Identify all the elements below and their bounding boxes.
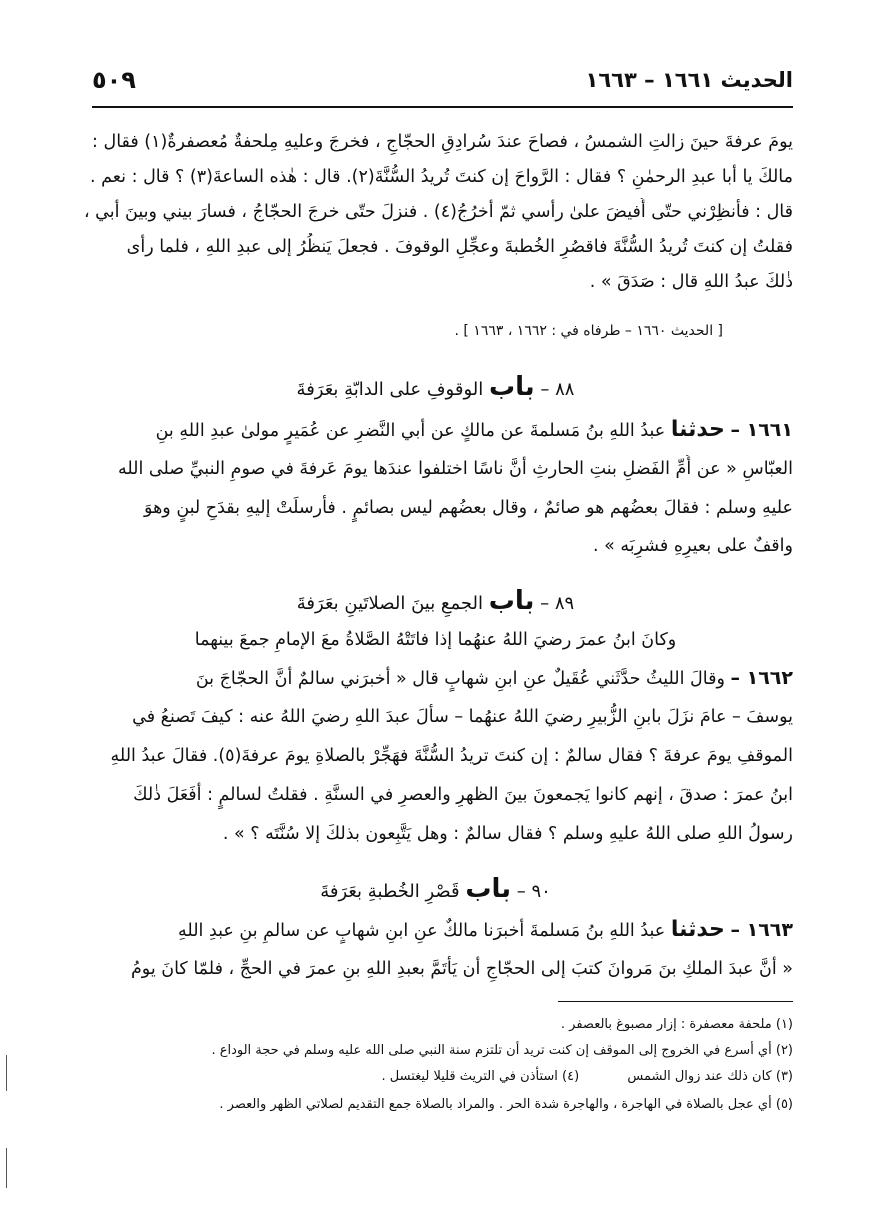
hadith-text: عبدُ اللهِ بنُ مَسلمةَ أخبرَنا مالكٌ عنِ ابنِ شهابٍ عن سالمِ بنِ عبدِ اللهِ [178, 921, 666, 941]
hadith-number: ١٦٦٣ – [730, 919, 793, 941]
scan-margin-mark [6, 1055, 7, 1091]
chapter-number: ٨٩ – [540, 593, 575, 614]
chapter-title: الوقوفِ على الدابّةِ بعَرَفةَ [296, 379, 484, 400]
bab-word: باب [488, 372, 535, 402]
footnote: (٤) استأذن في التريث قليلا ليغتسل . [381, 1069, 580, 1084]
bab-word: باب [465, 874, 511, 904]
footnote: (١) ملحفة معصفرة : إزار مصبوغ بالعصفر . [560, 1017, 793, 1032]
hadith-number: ١٦٦١ – [730, 419, 793, 441]
page-number: ٥٠٩ [92, 66, 136, 94]
text-line: ذٰلكَ عبدُ اللهِ قال : صَدَقَ » . [589, 272, 793, 292]
text-line [78, 664, 793, 694]
chapter-number: ٩٠ – [516, 881, 551, 902]
running-title: الحديث ١٦٦١ – ١٦٦٣ [585, 68, 793, 92]
footnote-rule [558, 1001, 793, 1002]
chapter-heading [78, 584, 793, 618]
text-line: قال : فأَنظِرْني حتّى أُفيضَ علىٰ رأسي ثمّ أخرُجُ(٤) . فنزلَ حتّى خرجَ الحجّاجُ ، فسارَ بيني وبينَ أبي ، [83, 202, 793, 222]
text-line: يوسفَ – عامَ نزَلَ بابنِ الزُّبيرِ رضيَ اللهُ عنهُما – سألَ عبدَ اللهِ رضيَ اللهُ عنه : كيفَ تَصنعُ في [132, 707, 793, 727]
text-line: واقفٌ على بعيرِهِ فشرِبَه » . [592, 536, 793, 556]
text-line [78, 416, 793, 446]
footnote: (٥) أي عجل بالصلاة في الهاجرة ، والهاجرة شدة الحر . والمراد بالصلاة جمع التقديم لصلاتي الظهر والعصر . [219, 1097, 793, 1112]
page-header [92, 62, 793, 108]
text-line: ابنُ عمرَ : صدقَ ، إنهم كانوا يَجمعونَ بينَ الظهرِ والعصرِ في السنَّةِ . فقلتُ لسالمٍ : أفَعَلَ ذٰلكَ [133, 785, 793, 805]
hadith-text: وقالَ الليثُ حدَّثَني عُقَيلٌ عنِ ابنِ شهابٍ قال « أخبرَني سالمٌ أنَّ الحجّاجَ بنَ [195, 669, 725, 689]
text-line: مالكَ يا أبا عبدِ الرحمٰنِ ؟ فقال : الرَّواحَ إن كنتَ تُريدُ السُّنَّةَ(٢). قال : هٰذه الساعةَ(٣) ؟ قال : نعم . [89, 167, 793, 187]
chapter-number: ٨٨ – [540, 379, 575, 400]
footnote: (٣) كان ذلك عند زوال الشمس [627, 1069, 793, 1084]
chapter-title: الجمعِ بينَ الصلاتَينِ بعَرَفةَ [296, 593, 484, 614]
text-line: عليهِ وسلم : فقالَ بعضُهم هو صائمٌ ، وقال بعضُهم ليس بصائمٍ . فأرسلَتْ إليهِ بقدَحِ لبنٍ وهوَ [144, 498, 793, 518]
text-line: العبّاسِ « عن أُمِّ الفَضلِ بنتِ الحارثِ أنَّ ناسًا اختلفوا عندَها يومَ عَرفةَ في صومِ النبيِّ صلى الله [117, 459, 793, 479]
chapter-tarjama: وكانَ ابنُ عمرَ رضيَ اللهُ عنهُما إذا فاتَتْهُ الصَّلاةُ معَ الإمامِ جمعَ بينهما [194, 630, 677, 650]
chapter-heading [78, 370, 793, 404]
bab-word: باب [488, 586, 535, 616]
haddatha-word: حدثنا [670, 917, 725, 942]
footnote-row [80, 1066, 793, 1090]
text-line [78, 916, 793, 946]
hadith-reference: [ الحديث ١٦٦٠ – طرفاه في : ١٦٦٢ ، ١٦٦٣ ] . [454, 323, 723, 339]
footnote: (٢) أي أسرع في الخروج إلى الموقف إن كنت تريد أن تلتزم سنة النبي صلى الله عليه وسلم في حجة الوداع . [211, 1043, 793, 1058]
hadith-text: عبدُ اللهِ بنُ مَسلمةَ عن مالكٍ عن أبي النَّضرِ عن عُمَيرٍ مولىٰ عبدِ اللهِ بنِ [155, 421, 666, 441]
scan-margin-mark [6, 1148, 7, 1188]
hadith-number: ١٦٦٢ – [730, 667, 793, 689]
text-line: « أنَّ عبدَ الملكِ بنَ مَروانَ كتبَ إلى الحجّاجِ أن يَأْتَمَّ بعبدِ اللهِ بنِ عمرَ في الحجِّ ، فلمّا كانَ يومُ [130, 959, 793, 979]
haddatha-word: حدثنا [670, 417, 725, 442]
text-line: فقلتُ إن كنتَ تُريدُ السُّنَّةَ فاقصُرِ الخُطبةَ وعجِّلِ الوقوفَ . فجعلَ يَنظُرُ إلى عبدِ اللهِ ، فلما رأى [126, 237, 793, 257]
chapter-heading [78, 872, 793, 906]
chapter-title: قَصْرِ الخُطبةِ بعَرَفةَ [320, 881, 460, 902]
text-line: يومَ عرفةَ حينَ زالتِ الشمسُ ، فصاحَ عندَ سُرادِقِ الحجّاجِ ، فخرجَ وعليهِ مِلحفةٌ مُعصفرةٌ(١) فقال : [92, 132, 793, 152]
text-line: رسولُ اللهِ صلى اللهُ عليهِ وسلم ؟ فقال سالمٌ : وهل يَتَّبِعون بذلكَ إلا سُنَّتَه ؟ » . [222, 824, 793, 844]
text-line: الموقفِ يومَ عرفةَ ؟ فقال سالمٌ : إن كنتَ تريدُ السُّنَّةَ فهَجِّرْ بالصلاةِ يومَ عرفةَ(٥). فقالَ عبدُ اللهِ [110, 746, 793, 766]
